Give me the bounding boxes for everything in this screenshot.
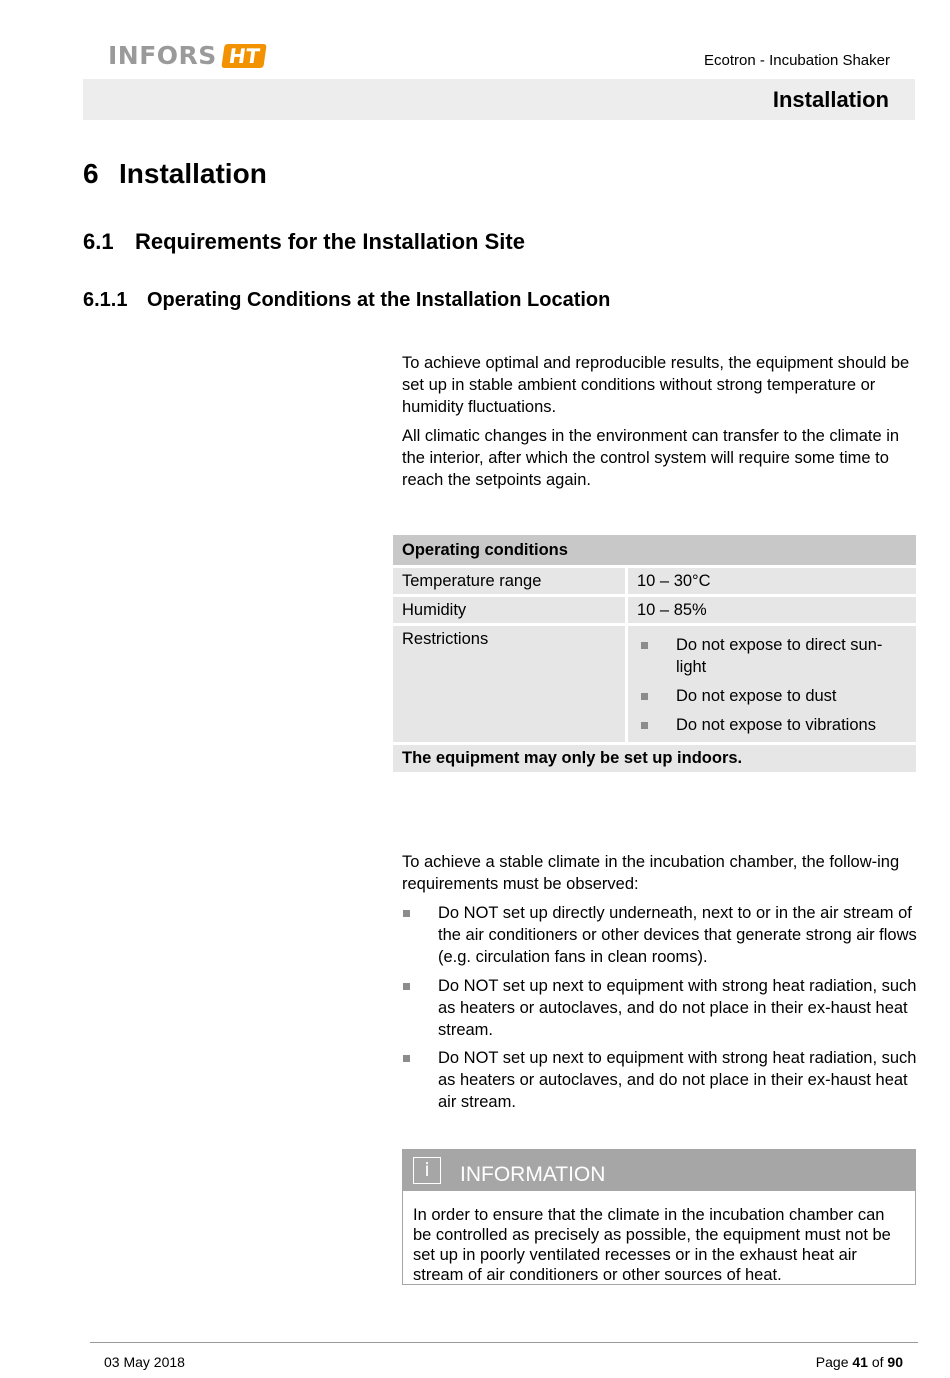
footer-divider [90,1342,918,1343]
intro-paragraph-1: To achieve optimal and reproducible results, the equipment should be set up in stable ambient conditions without strong temperature or humidity fluctuations. [402,354,910,416]
header-product: Ecotron - Incubation Shaker [704,52,890,69]
table-header-row [393,535,916,568]
table-cell-value: 10 – 30°C [628,568,916,597]
table-cell-label: Humidity [393,597,628,626]
table-row-restrictions [393,626,916,745]
table-cell-value [628,626,916,745]
logo-text: INFORS [108,41,217,70]
climate-intro-paragraph: To achieve a stable climate in the incubation chamber, the follow-ing requirements must be observed: [402,853,900,893]
heading-level-1 [83,158,267,190]
bullet-square-icon [641,722,648,729]
information-box-text: In order to ensure that the climate in the incubation chamber can be controlled as precisely as possible, the equipment must not be set up in poorly ventilated recesses or in the exhaust heat air stream of air conditioners or other sources of heat. [413,1206,891,1284]
heading-text: Installation [119,158,267,189]
heading-level-2 [83,229,525,255]
header-bar [83,79,915,120]
bullet-square-icon [403,1055,410,1062]
heading-number: 6.1.1 [83,289,128,311]
table-title: Operating conditions [393,535,916,568]
list-item [637,685,907,707]
table-cell-value: 10 – 85% [628,597,916,626]
table-footer-row [393,745,916,772]
heading-text: Operating Conditions at the Installation Location [147,289,611,311]
bullet-square-icon [641,642,648,649]
bullet-square-icon [641,693,648,700]
list-item-text: Do not expose to vibrations [676,716,876,734]
list-item-text: Do NOT set up directly underneath, next to or in the air stream of the air conditioners or other devices that generate strong air flows (e.g. circulation fans in clean rooms). [438,904,917,966]
list-item [402,902,917,968]
page-of: of [871,1354,884,1370]
operating-conditions-table [393,535,916,772]
logo [108,42,265,70]
information-box-header [403,1150,915,1191]
list-item [402,1047,917,1113]
info-icon: i [413,1157,441,1184]
page-total: 90 [887,1354,903,1370]
bullet-square-icon [403,983,410,990]
list-item [402,975,917,1041]
information-box-title: INFORMATION [460,1163,606,1186]
logo-badge: HT [221,44,267,68]
table-row [393,597,916,626]
list-item-text: Do NOT set up next to equipment with strong heat radiation, such as heaters or autoclaves, and do not place in their ex-haust heat air stream. [438,1049,917,1111]
list-item-text: Do not expose to direct sun-light [676,636,883,676]
heading-number: 6.1 [83,229,114,254]
climate-requirements-list [402,902,917,1120]
information-box [402,1149,916,1285]
heading-text: Requirements for the Installation Site [135,229,525,254]
footer-page-number [816,1354,903,1370]
list-item-text: Do NOT set up next to equipment with strong heat radiation, such as heaters or autoclaves, and do not place in their ex-haust heat stream. [438,976,917,1039]
table-cell-label: Restrictions [393,626,628,745]
header-section-title: Installation [772,87,889,112]
page-current: 41 [852,1354,868,1370]
footer-date: 03 May 2018 [104,1354,185,1370]
page-prefix: Page [815,1354,849,1370]
bullet-square-icon [403,910,410,917]
list-item [637,634,907,678]
list-item [637,714,907,736]
restrictions-list [637,634,907,736]
list-item-text: Do not expose to dust [676,687,837,705]
table-cell-label: Temperature range [393,568,628,597]
table-footer-note: The equipment may only be set up indoors. [393,745,916,772]
heading-level-3 [83,289,610,312]
intro-paragraph-2: All climatic changes in the environment can transfer to the climate in the interior, after which the control system will require some time to reach the setpoints again. [402,427,900,489]
table-row [393,568,916,597]
heading-number: 6 [83,158,99,189]
